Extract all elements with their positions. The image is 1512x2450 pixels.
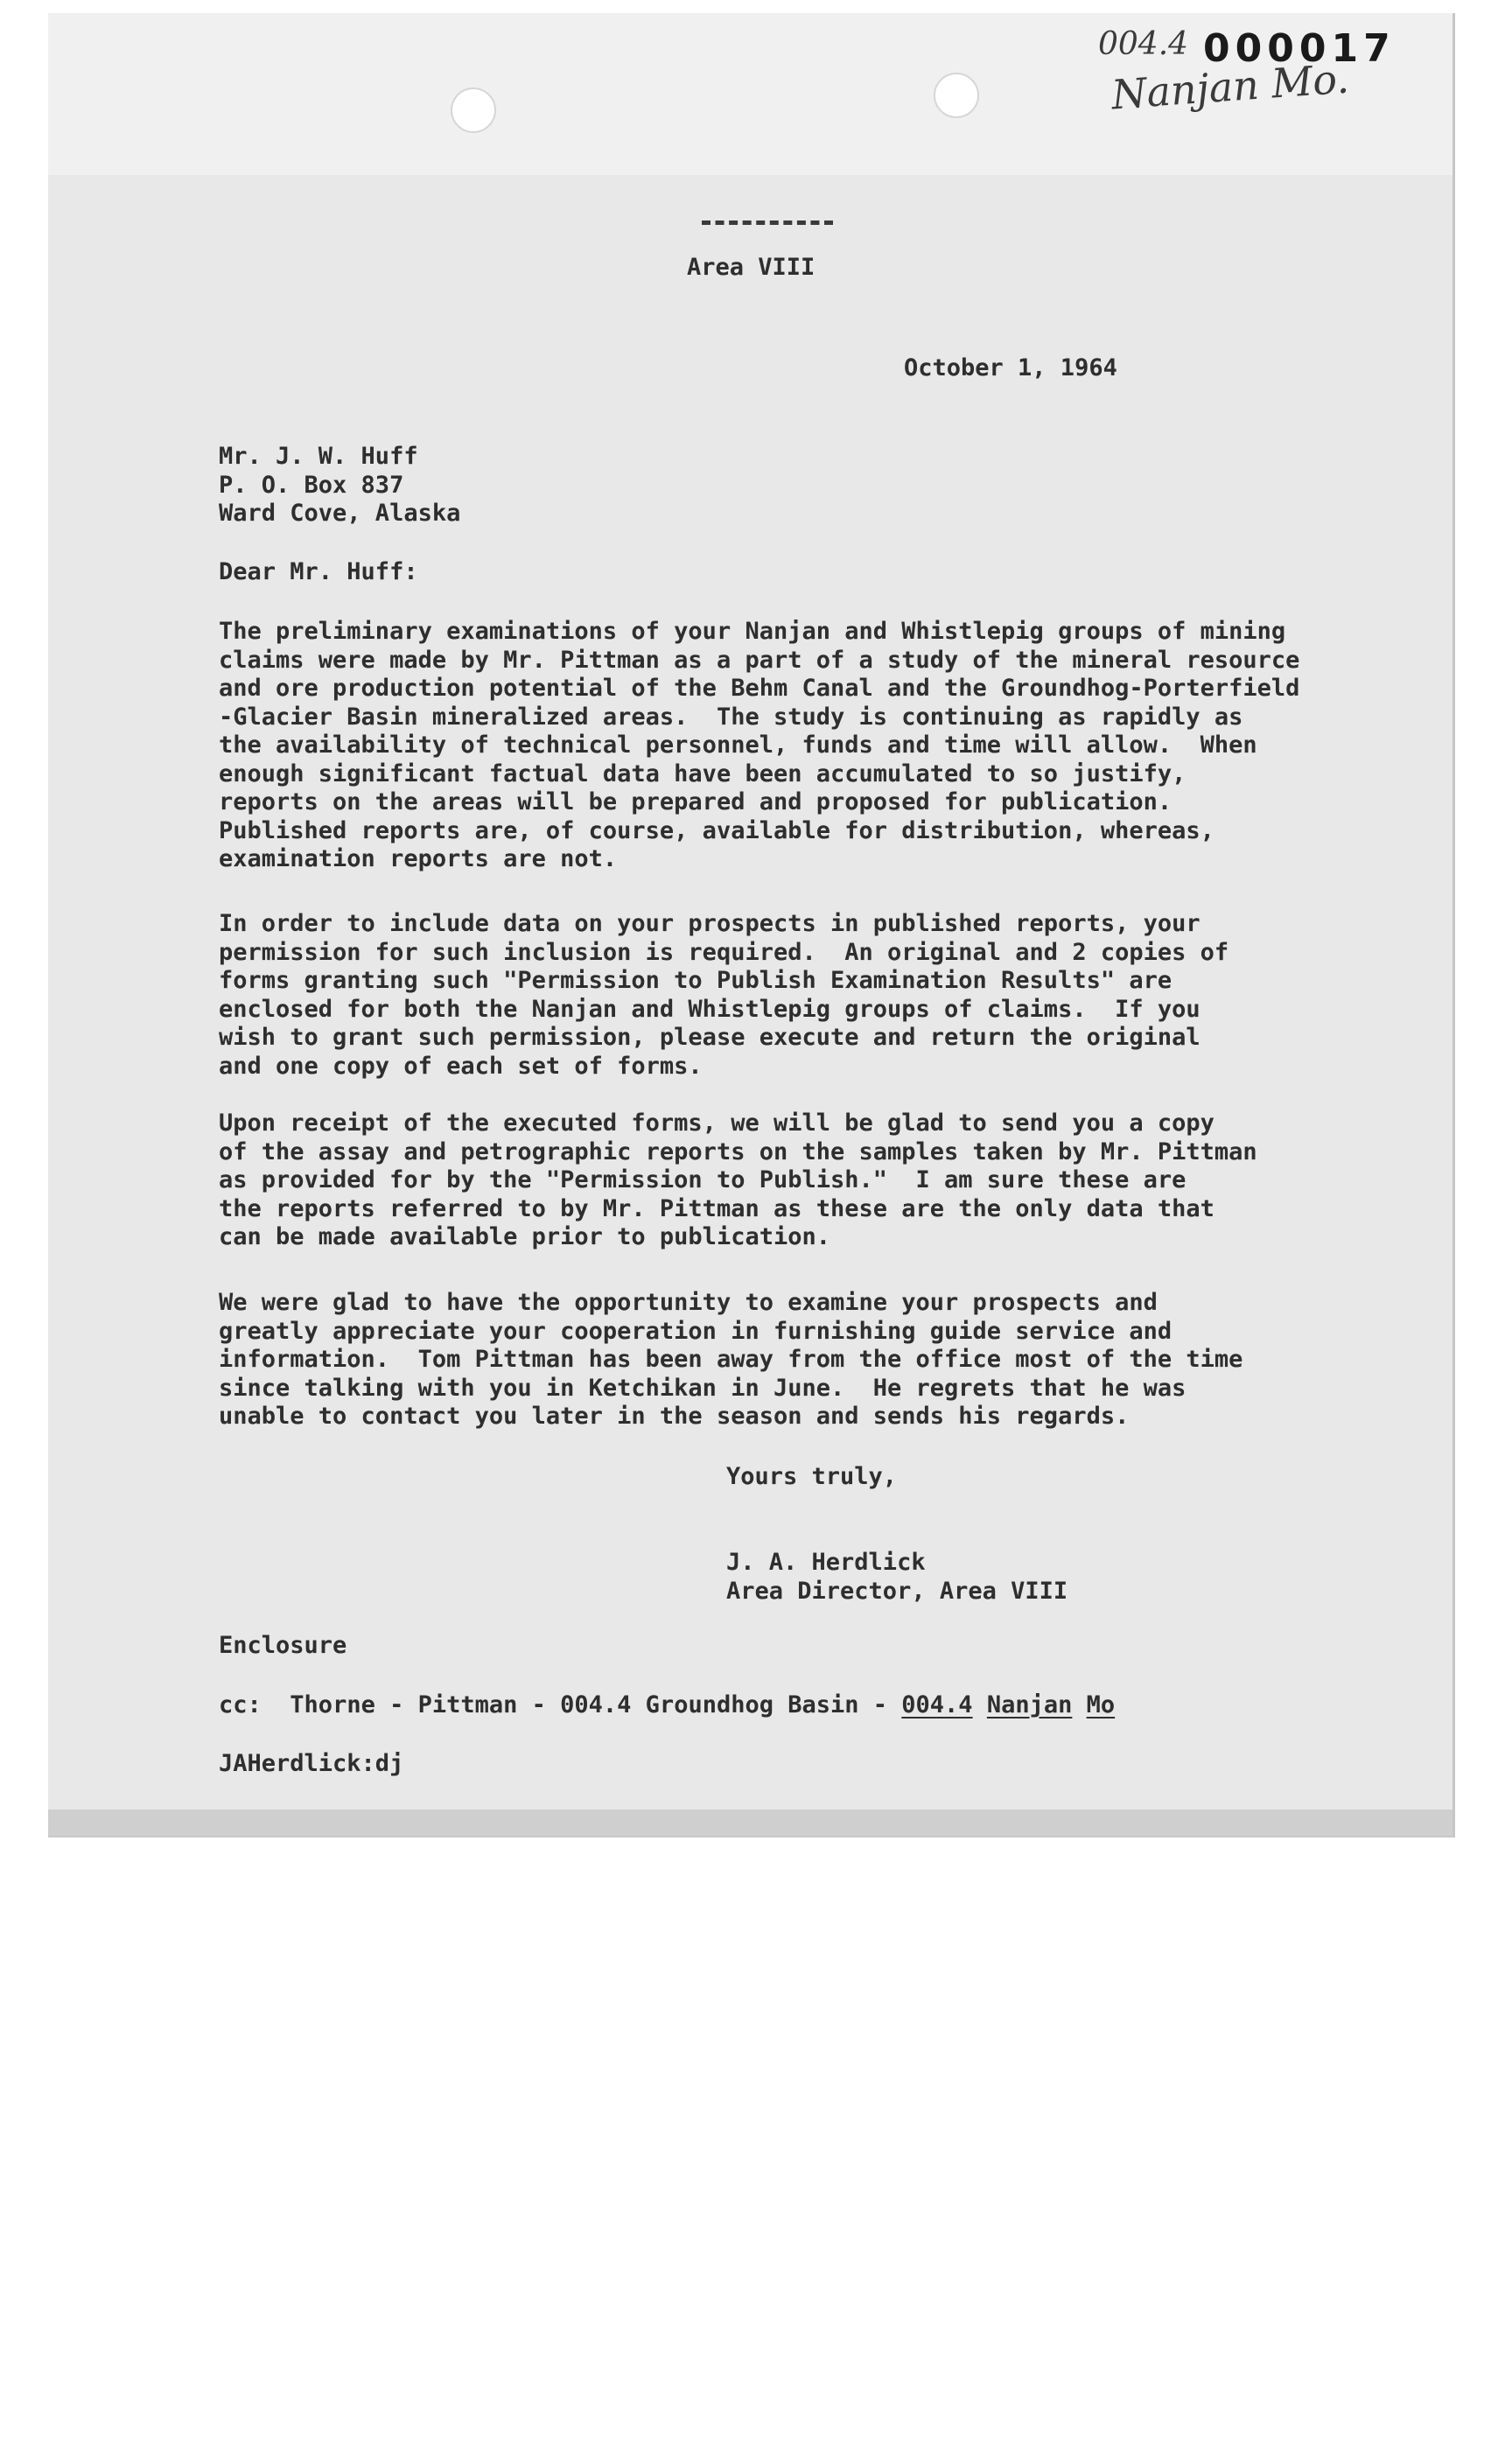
cc-file-ref: 004.4 — [901, 1691, 973, 1718]
p2-line: In order to include data on your prospects in published reports, your — [219, 910, 1200, 937]
p1-line: the availability of technical personnel, funds and time will allow. When — [219, 732, 1257, 759]
p1-line: The preliminary examinations of your Nanjan and Whistlepig groups of mining — [219, 618, 1286, 645]
p1-line: reports on the areas will be prepared and proposed for publication. — [219, 788, 1172, 816]
recipient-address — [219, 443, 460, 528]
punch-hole-left — [451, 88, 496, 133]
cc-recipients: Thorne - Pittman - 004.4 Groundhog Basin - — [290, 1691, 902, 1718]
paragraph-2 — [219, 910, 1228, 1081]
p3-line: can be made available prior to publication. — [219, 1223, 830, 1250]
p2-line: wish to grant such permission, please execute and return the original — [219, 1024, 1200, 1051]
cc-label: cc: — [219, 1691, 262, 1718]
p1-line: Published reports are, of course, available for distribution, whereas, — [219, 816, 1214, 844]
paragraph-4 — [219, 1289, 1242, 1432]
signer-title: Area Director, Area VIII — [726, 1577, 1068, 1605]
heading-rule — [702, 220, 833, 225]
typist-initials: JAHerdlick:dj — [219, 1750, 404, 1777]
p4-line: greatly appreciate your cooperation in furnishing guide service and — [219, 1317, 1172, 1345]
carbon-copy-line — [219, 1691, 1115, 1720]
p1-line: examination reports are not. — [219, 845, 618, 872]
p2-line: permission for such inclusion is required. An original and 2 copies of — [219, 938, 1229, 966]
enclosure-note: Enclosure — [219, 1632, 347, 1659]
handwritten-file-name: Nanjan Mo. — [1110, 54, 1351, 119]
p1-line: claims were made by Mr. Pittman as a part of a study of the mineral resource — [219, 646, 1300, 674]
area-heading: Area VIII — [687, 254, 816, 281]
p3-line: Upon receipt of the executed forms, we will be glad to send you a copy — [219, 1110, 1214, 1137]
p3-line: of the assay and petrographic reports on the samples taken by Mr. Pittman — [219, 1138, 1257, 1166]
document-number-stamp: 000017 — [1203, 26, 1396, 71]
signature-block — [726, 1549, 1068, 1606]
p3-line: the reports referred to by Mr. Pittman as these are the only data that — [219, 1194, 1214, 1222]
p2-line: forms granting such "Permission to Publish Examination Results" are — [219, 967, 1172, 994]
p2-line: and one copy of each set of forms. — [219, 1052, 703, 1080]
complimentary-close: Yours truly, — [726, 1463, 898, 1490]
p2-line: enclosed for both the Nanjan and Whistlepig groups of claims. If you — [219, 995, 1200, 1023]
cc-file-name: Nanjan — [986, 1691, 1073, 1718]
paragraph-3 — [219, 1110, 1257, 1252]
p1-line: and ore production potential of the Behm Canal and the Groundhog-Porterfield — [219, 675, 1300, 702]
salutation: Dear Mr. Huff: — [219, 558, 418, 585]
p4-line: information. Tom Pittman has been away from the office most of the time — [219, 1346, 1243, 1373]
address-line-city: Ward Cove, Alaska — [219, 500, 461, 527]
p1-line: -Glacier Basin mineralized areas. The study is continuing as rapidly as — [219, 703, 1243, 731]
page-bottom-edge — [48, 1810, 1452, 1836]
p4-line: since talking with you in Ketchikan in June. He regrets that he was — [219, 1374, 1186, 1402]
p4-line: unable to contact you later in the season and sends his regards. — [219, 1403, 1130, 1430]
address-line-box: P. O. Box 837 — [219, 471, 404, 499]
letter-date: October 1, 1964 — [904, 354, 1117, 382]
p3-line: as provided for by the "Permission to Publish." I am sure these are — [219, 1166, 1186, 1194]
p4-line: We were glad to have the opportunity to examine your prospects and — [219, 1289, 1158, 1316]
paragraph-1 — [219, 618, 1299, 874]
signer-name: J. A. Herdlick — [726, 1549, 926, 1576]
punch-hole-right — [934, 73, 979, 118]
address-line-name: Mr. J. W. Huff — [219, 443, 418, 470]
cc-file-suffix: Mo — [1086, 1691, 1116, 1718]
handwritten-file-ref: 004.4 — [1098, 26, 1189, 62]
p1-line: enough significant factual data have been accumulated to so justify, — [219, 760, 1186, 788]
